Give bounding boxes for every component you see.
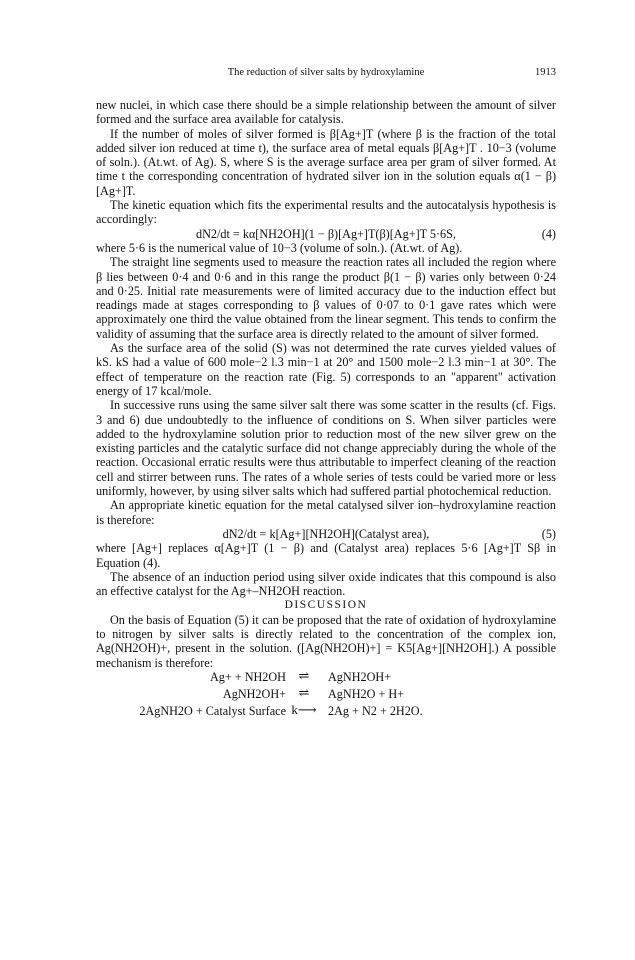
running-header [96, 67, 556, 83]
page-number: 1913 [535, 67, 556, 78]
equation-4-body: dN2/dt = kα[NH2OH](1 − β)[Ag+]T(β)[Ag+]T 5·6S, [196, 226, 456, 241]
paragraph: An appropriate kinetic equation for the metal catalysed silver ion–hydroxylamine reaction is therefore: [96, 498, 556, 527]
products: 2Ag + N2 + 2H2O. [328, 703, 423, 718]
paragraph: In successive runs using the same silver salt there was some scatter in the results (cf. Figs. 3 and 6) due undoubtedly to the influence of conditions on S. When silver particles were added to the hydroxylamine solution prior to reduction most of the new silver grew on the existing particles and the catalytic surface did not change appreciably during the whole of the reaction. Occasional erratic results were thus attributable to imperfect cleaning of the reaction cell and stirrer between runs. The rates of a whole series of tests could be varied more or less uniformly, however, by using silver salts which had suffered partial photochemical reduction. [96, 398, 556, 499]
reaction-step [96, 701, 556, 721]
forward-arrow-icon: k⟶ [291, 701, 317, 717]
equilibrium-arrow-icon: ⇌ [298, 667, 310, 683]
products: AgNH2OH+ [328, 669, 392, 684]
reaction-step [96, 667, 556, 687]
paragraph: where [Ag+] replaces α[Ag+]T (1 − β) and (Catalyst area) replaces 5·6 [Ag+]T Sβ in Equation (4). [96, 541, 556, 570]
section-heading: DISCUSSION [284, 599, 368, 612]
reactants: 2AgNH2O + Catalyst Surface [139, 703, 286, 718]
equation-5 [96, 527, 556, 541]
reactants: AgNH2OH+ [222, 686, 286, 701]
equilibrium-arrow-icon: ⇌ [298, 684, 310, 700]
paragraph: where 5·6 is the numerical value of 10−3 (volume of soln.). (At.wt. of Ag). [96, 240, 463, 255]
paragraph: If the number of moles of silver formed is β[Ag+]T (where β is the fraction of the total added silver ion reduced at time t), the surface area of metal equals β[Ag+]T . 10−3 (volume of soln.). (At.wt. of Ag). S, where S is the average surface area per gram of silver formed. At time t the corresponding concentration of hydrated silver ion in the solution equals α(1 − β)[Ag+]T. [96, 126, 556, 198]
reactants: Ag+ + NH2OH [209, 669, 286, 684]
paragraph: The absence of an induction period using silver oxide indicates that this compound is also an effective catalyst for the Ag+–NH2OH reaction. [96, 569, 556, 599]
products: AgNH2O + H+ [328, 686, 405, 701]
equation-4 [96, 227, 556, 241]
article-body [96, 98, 556, 721]
equation-5-number: (5) [541, 526, 556, 541]
paragraph: The straight line segments used to measure the reaction rates all included the region where β lies between 0·4 and 0·6 and in this range the product β(1 − β) varies only between 0·24 and 0·25. Initial rate measurements were of limited accuracy due to the induction effect but readings made at stages corresponding to β values of 0·07 to 0·1 gave rates which were approximately one third the value obtained from the linear segment. This tends to confirm the validity of assuming that the surface area is directly related to the amount of silver formed. [96, 255, 556, 341]
paragraph: The kinetic equation which fits the experimental results and the autocatalysis hypothesis is accordingly: [96, 198, 556, 227]
reaction-step [96, 684, 556, 704]
paragraph: new nuclei, in which case there should be a simple relationship between the amount of silver formed and the surface area available for catalysis. [96, 98, 556, 127]
reaction-mechanism [96, 667, 556, 721]
running-title: The reduction of silver salts by hydroxylamine [227, 67, 425, 78]
equation-4-number: (4) [541, 226, 556, 241]
equation-5-body: dN2/dt = k[Ag+][NH2OH](Catalyst area), [222, 526, 430, 541]
paragraph: As the surface area of the solid (S) was not determined the rate curves yielded values of kS. kS had a value of 600 mole−2 l.3 min−1 at 20° and 1500 mole−2 l.3 min−1 at 30°. The effect of temperature on the reaction rate (Fig. 5) corresponds to an "apparent" activation energy of 17 kcal/mole. [96, 341, 556, 398]
paragraph: On the basis of Equation (5) it can be proposed that the rate of oxidation of hydroxylamine to nitrogen by silver salts is directly related to the concentration of the complex ion, Ag(NH2OH)+, present in the solution. ([Ag(NH2OH)+] = K5[Ag+][NH2OH].) A possible mechanism is therefore: [96, 612, 556, 670]
